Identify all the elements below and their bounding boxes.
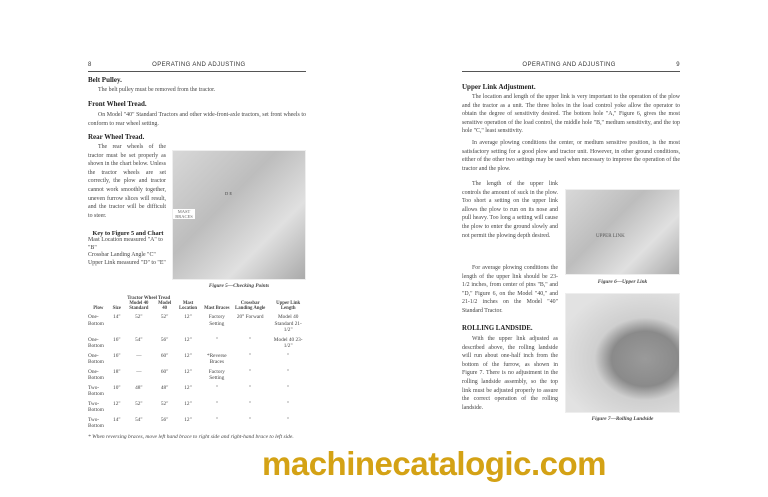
table-cell: 52": [160, 314, 169, 320]
upper-link-p2: In average plowing conditions the center, or medium sensitive position, is the most satisfactory setting for a good plow and tractor unit. However, in other ground conditions, either of the other two settings may be used when necessary to improve the operation of the tractor and the plow.: [462, 140, 680, 172]
col-header: Model 40: [158, 301, 172, 311]
heading-front-wheel-tread: Front Wheel Tread.: [88, 100, 147, 108]
figure-5-caption: Figure 5—Checking Points: [208, 283, 270, 289]
table-row: [86, 414, 308, 430]
figure-key: [88, 230, 168, 267]
key-heading: Key to Figure 5 and Chart: [92, 230, 164, 237]
figure-7-image: [565, 293, 680, 413]
heading-rear-wheel-tread: Rear Wheel Tread.: [88, 133, 145, 141]
col-header: Crossbar Landing Angle: [235, 301, 266, 311]
group-header: Tractor Wheel Tread: [127, 296, 171, 301]
rear-wheel-text: The rear wheels of the tractor must be set properly as shown in the chart below. Unless the tractor wheels are set correctly, the plow and tractor cannot work smoothly together, uneven furrow slices will result, and the tractor will be difficult to steer.: [88, 144, 166, 219]
table-cell: 56": [160, 416, 169, 423]
heading-upper-link: Upper Link Adjustment.: [462, 83, 536, 91]
table-cell: ": [215, 336, 218, 343]
table-cell: 12": [113, 400, 121, 407]
table-cell: ": [287, 384, 290, 391]
col-header: Upper Link Length: [276, 301, 301, 311]
rolling-landside-text: With the upper link adjusted as described above, the rolling landside will run about one-half inch from the bottom of the furrow, as shown in Figure 7. There is no adjustment in the rolling landside assembly, so the top link must be adjusted properly to assure the correct operation of the rolling landside.: [462, 336, 558, 411]
front-wheel-text: On Model "40" Standard Tractors and other wide-front-axle tractors, set front wheels to conform to rear wheel setting.: [88, 112, 306, 127]
table-cell: 60": [160, 368, 169, 375]
col-header: Plow: [93, 306, 104, 311]
table-row: [86, 366, 308, 382]
table-cell: —: [136, 368, 142, 375]
left-running-head: [88, 62, 306, 72]
table-cell: ": [249, 416, 252, 423]
upper-link-p3: The length of the upper link controls the amount of suck in the plow. Too short a setting on the upper link allows the plow to run on its nose and pull heavy. Too long a setting will cause the plow to enter the ground slowly and not permit the plowing depth desired.: [462, 181, 558, 239]
table-cell: ": [249, 384, 252, 391]
table-cell: 60": [160, 352, 169, 359]
table-cell: 10": [113, 384, 121, 391]
key-line: Crossbar Landing Angle "C": [88, 252, 156, 258]
table-cell: 14": [113, 416, 121, 423]
table-cell: 16": [113, 336, 121, 343]
col-header: Mast Braces: [204, 306, 230, 311]
table-row: [86, 382, 308, 398]
table-cell: —: [136, 352, 142, 359]
col-header: Model 40 Standard: [129, 301, 149, 311]
table-cell: *Reverse Braces: [206, 352, 227, 365]
table-cell: ": [287, 400, 290, 407]
table-cell: Model 40 23-1/2": [273, 336, 303, 349]
page-number: 8: [88, 62, 92, 68]
table-cell: 12": [184, 368, 192, 375]
table-cell: 20° Forward: [236, 314, 264, 320]
heading-rolling-landside: ROLLING LANDSIDE.: [462, 325, 533, 332]
table-cell: Two-Bottom: [88, 384, 104, 397]
table-cell: 56": [160, 336, 169, 343]
table-cell: ": [249, 400, 252, 407]
right-running-head: [462, 62, 680, 72]
table-cell: 12": [184, 384, 192, 391]
running-head-title: OPERATING AND ADJUSTING: [522, 62, 616, 68]
table-cell: ": [287, 368, 290, 375]
table-cell: One-Bottom: [88, 336, 104, 349]
key-line: Mast Location measured "A" to "B": [88, 237, 163, 251]
figure-6-caption: Figure 6—Upper Link: [597, 279, 648, 285]
table-cell: One-Bottom: [88, 314, 104, 327]
upper-link-p1: The location and length of the upper link is very important to the operation of the plow and the tractor as a unit. The three holes in the load control yoke allow the operator to obtain the degree of sensitivity desired. The bottom hole "A," Figure 6, gives the most sensitive operation of the load control, the middle hole "B," medium sensitivity, and the top hole "C," least sensitivity.: [462, 94, 680, 135]
table-cell: One-Bottom: [88, 368, 104, 381]
upper-link-label: UPPER LINK: [596, 234, 625, 239]
page-number: 9: [676, 62, 680, 68]
table-cell: 52": [135, 314, 143, 320]
wheel-tread-table: [86, 296, 308, 430]
table-cell: 12": [184, 352, 192, 359]
watermark: machinecatalogic.com: [262, 445, 606, 482]
table-cell: ": [287, 416, 290, 423]
table-footnote: * When reversing braces, move left hand brace to right side and right-hand brace to left side.: [88, 434, 294, 440]
table-cell: 12": [184, 416, 192, 423]
table-cell: 54": [135, 416, 143, 423]
table-cell: ": [249, 336, 252, 343]
heading-belt-pulley: Belt Pulley.: [88, 76, 122, 84]
running-head-title: OPERATING AND ADJUSTING: [152, 62, 246, 68]
table-row: [86, 311, 308, 334]
table-cell: ": [287, 352, 290, 359]
table-cell: 48": [135, 384, 143, 391]
figure-5-image: [172, 150, 306, 280]
table-row: [86, 334, 308, 350]
col-header: Mast Location: [178, 301, 198, 311]
table-cell: ": [249, 368, 252, 375]
table-cell: One-Bottom: [88, 352, 104, 365]
table-row: [86, 398, 308, 414]
belt-pulley-text: The belt pulley must be removed from the tractor.: [98, 87, 216, 93]
table-cell: 12": [184, 336, 192, 343]
table-cell: Model 40 Standard 21-1/2": [274, 314, 302, 333]
table-cell: Factory Setting: [208, 368, 225, 381]
table-cell: 54": [135, 336, 143, 343]
table-cell: ": [249, 352, 252, 359]
table-cell: 48": [160, 384, 169, 391]
table-cell: 12": [184, 400, 192, 407]
table-cell: ": [215, 384, 218, 391]
figure-7-caption: Figure 7—Rolling Landside: [591, 416, 654, 422]
table-cell: 14": [113, 314, 121, 320]
table-cell: ": [215, 400, 218, 407]
table-cell: 16": [113, 352, 121, 359]
table-cell: Two-Bottom: [88, 400, 104, 413]
table-cell: 52": [135, 400, 143, 407]
de-label: D E: [225, 191, 233, 196]
figure-6-image: [565, 189, 680, 275]
table-cell: Two-Bottom: [88, 416, 104, 429]
col-header: Size: [112, 306, 121, 311]
key-line: Upper Link measured "D" to "E": [88, 259, 166, 266]
upper-link-p4: For average plowing conditions the length of the upper link should be 23-1/2 inches, from center of pins "B," and "D," Figure 6, on the Model "40," and 21-1/2 inches on the Model "40" Standard Tractor.: [462, 265, 558, 314]
table-cell: 18": [113, 368, 121, 375]
table-cell: ": [215, 416, 218, 423]
table-cell: Factory Setting: [208, 314, 225, 327]
table-cell: 52": [160, 400, 169, 407]
table-cell: 12": [184, 314, 192, 320]
table-row: [86, 350, 308, 366]
mast-braces-label: MAST BRACES: [173, 209, 195, 219]
